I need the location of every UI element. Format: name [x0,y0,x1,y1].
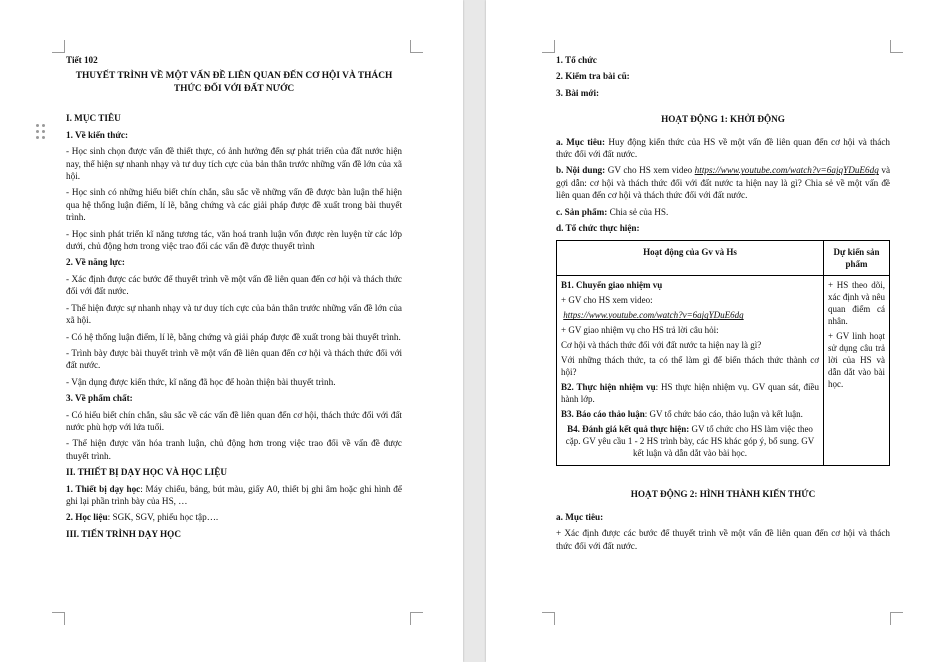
step-heading: 3. Bài mới: [556,87,600,98]
expected-product: + GV linh hoạt sử dụng câu trả lời của HS và dẫn dắt vào bài học. [828,331,885,390]
task-step [561,381,819,405]
paragraph [556,136,890,161]
label: b. Nội dung: [556,165,606,176]
document-page-right [486,0,949,662]
text: GV tổ chức cho HS làm việc theo cặp. GV yêu cầu 1 - 2 HS trình bày, các HS khác góp ý, bổ sung. GV kết luận và dẫn dắt vào bài học. [565,424,815,459]
step-heading: 2. Kiểm tra bài cũ: [556,71,630,82]
crop-mark [890,40,903,53]
document-title: THUYẾT TRÌNH VỀ MỘT VẤN ĐỀ LIÊN QUAN ĐẾN CƠ HỘI VÀ THÁCH THỨC ĐỐI VỚI ĐẤT NƯỚC [75,71,393,95]
task-question: Với những thách thức, ta có thể làm gì để biến thách thức thành cơ hội? [561,355,819,378]
label: d. Tổ chức thực hiện: [556,223,640,234]
paragraph: - Có hiểu biết chín chắn, sâu sắc về các vấn đề liên quan đến cơ hội, thách thức đối với đất nước phù hợp với lứa tuổi. [66,409,402,432]
paragraph [556,206,890,218]
text: GV cho HS xem video [605,165,695,176]
paragraph: + Xác định được các bước để thuyết trình về một vấn đề liên quan đến cơ hội và thách thức đối với đất nước. [556,528,890,551]
task-step [561,408,819,420]
table-header-row [557,241,890,276]
step-heading: 1. Tổ chức [556,55,597,65]
lesson-number: Tiết 102 [66,55,98,65]
expected-product: + HS theo dõi, xác định và nêu quan điểm cá nhân. [828,280,885,327]
drag-handle-icon[interactable] [36,124,46,140]
crop-mark [542,40,555,53]
label: 2. Học liệu [66,512,108,523]
crop-mark [52,40,65,53]
table-row [557,276,890,466]
page-right-content [556,54,890,556]
text: Huy động kiến thức của HS về một vấn đề liên quan đến cơ hội và thách thức đối với đất nước. [556,136,891,160]
paragraph: - Trình bày được bài thuyết trình về một vấn đề liên quan đến cơ hội và thách thức đối với đất nước. [66,347,402,371]
task-step-label: B4. Đánh giá kết quả thực hiện: [567,424,690,435]
label: 1. Thiết bị dạy học [66,483,141,494]
task-line: + GV cho HS xem video: [561,295,653,306]
text: : SGK, SGV, phiếu học tập…. [107,512,219,523]
paragraph [66,483,402,508]
task-line [561,309,819,321]
paragraph [66,511,402,523]
section-heading: III. TIẾN TRÌNH DẠY HỌC [66,528,181,539]
label: a. Mục tiêu: [556,136,606,147]
crop-mark [410,40,423,53]
subsection-heading: 1. Về kiến thức: [66,129,128,140]
crop-mark [542,612,555,625]
text: Chia sẻ của HS. [607,206,669,217]
task-line: + GV giao nhiệm vụ cho HS trả lời câu hỏi: [561,325,719,336]
subsection-heading: 2. Về năng lực: [66,257,125,268]
task-step-label: B1. Chuyển giao nhiệm vụ [561,280,663,291]
video-link[interactable]: https://www.youtube.com/watch?v=6ajqYDuE6dg [694,165,879,176]
label: c. Sản phẩm: [556,206,608,217]
activity-title: HOẠT ĐỘNG 1: KHỞI ĐỘNG [661,114,785,125]
paragraph: - Xác định được các bước để thuyết trình về một vấn đề liên quan đến cơ hội và thách thức đối với đất nước. [66,273,402,297]
section-heading: II. THIẾT BỊ DẠY HỌC VÀ HỌC LIỆU [66,467,227,478]
subsection-heading: 3. Về phẩm chất: [66,393,133,404]
paragraph: - Thể hiện được văn hóa tranh luận, chủ động hơn trong việc trao đổi về vấn đề được thuyết trình. [66,438,402,461]
task-step-label: B2. Thực hiện nhiệm vụ [561,382,656,393]
page-left-content [66,54,402,544]
document-page-left [0,0,463,662]
text: : Máy chiếu, bảng, bút màu, giấy A0, thiết bị ghi âm hoặc ghi hình để ghi lại phần trình bày của HS, … [66,483,402,506]
table-cell [557,276,824,466]
paragraph: - Có hệ thống luận điểm, lí lẽ, bằng chứng và giải pháp được đề xuất trong bài thuyết trình. [66,331,401,342]
paragraph: - Học sinh có những hiểu biết chín chắn, sâu sắc về những vấn đề được bàn luận thể hiện qua hệ thống luận điểm, lí lẽ, bằng chứng và các giải pháp được đề xuất trong bài thuyết trình. [66,187,402,223]
table-header-cell: Dự kiến sản phẩm [824,241,890,276]
paragraph [556,164,890,201]
task-step-label: B3. Báo cáo thảo luận [561,409,645,420]
activity-title: HOẠT ĐỘNG 2: HÌNH THÀNH KIẾN THỨC [630,489,816,500]
text: : GV tổ chức báo cáo, thảo luận và kết luận. [644,409,803,420]
video-link[interactable]: https://www.youtube.com/watch?v=6ajqYDuE6dg [563,310,744,321]
paragraph: - Vận dụng được kiến thức, kĩ năng đã học để hoàn thiện bài thuyết trình. [66,376,336,387]
crop-mark [410,612,423,625]
text: và gợi dẫn: cơ hội và thách thức đối với đất nước ta hiện nay là gì? Chia sẻ về một vấn đề liên quan đến cơ hội và thách thức đối với đất nước. [556,165,891,201]
paragraph: - Học sinh chọn được vấn đề thiết thực, có ảnh hưởng đến sự phát triển của đất nước hiện nay, thể hiện sự nhanh nhạy và tư duy tích cực của bản thân trước những vấn đề lớn của xã hội. [66,146,402,182]
crop-mark [890,612,903,625]
crop-mark [52,612,65,625]
table-header-cell: Hoạt động của Gv và Hs [557,241,824,276]
task-question: Cơ hội và thách thức đối với đất nước ta hiện nay là gì? [561,340,762,351]
task-step [561,423,819,459]
text: : HS thực hiện nhiệm vụ. GV quan sát, điều hành lớp. [561,382,819,405]
activity-table [556,240,890,466]
table-cell [824,276,890,466]
paragraph: - Thể hiện được sự nhanh nhạy và tư duy tích cực của bản thân trước những vấn đề lớn của xã hội. [66,302,402,326]
section-heading: I. MỤC TIÊU [66,113,121,124]
paragraph: - Học sinh phát triển kĩ năng tương tác, văn hoá tranh luận vốn được rèn luyện từ các lớp dưới, chủ động hơn trong việc trao đổi các vấn đề được thuyết trình [66,228,402,252]
label: a. Mục tiêu: [556,511,604,522]
